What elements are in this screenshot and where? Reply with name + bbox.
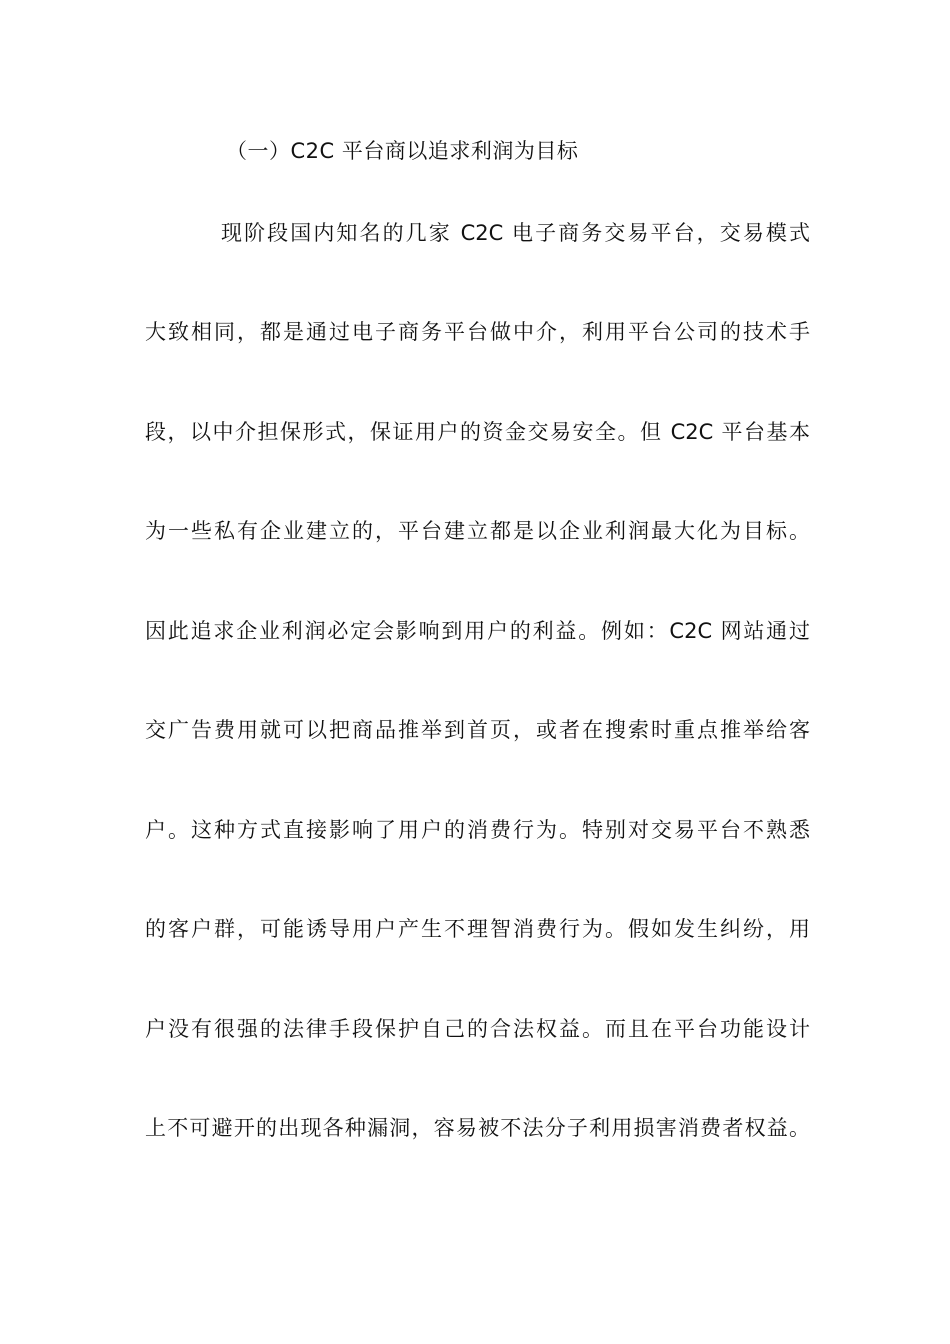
paragraph-line: 户。这种方式直接影响了用户的消费行为。特别对交易平台不熟悉	[145, 818, 810, 842]
paragraph-line: 大致相同，都是通过电子商务平台做中介，利用平台公司的技术手	[145, 320, 810, 344]
paragraph-line: 段，以中介担保形式，保证用户的资金交易安全。但 C2C 平台基本	[145, 420, 810, 444]
paragraph-line: 的客户群，可能诱导用户产生不理智消费行为。假如发生纠纷，用	[145, 917, 810, 941]
paragraph-line: 为一些私有企业建立的，平台建立都是以企业利润最大化为目标。	[145, 519, 810, 543]
paragraph-line: 上不可避开的出现各种漏洞，容易被不法分子利用损害消费者权益。	[145, 1116, 810, 1140]
paragraph-line: 交广告费用就可以把商品推举到首页，或者在搜索时重点推举给客	[145, 718, 810, 742]
paragraph-line: 现阶段国内知名的几家 C2C 电子商务交易平台，交易模式	[221, 221, 810, 245]
section-heading: （一）C2C 平台商以追求利润为目标	[226, 139, 579, 163]
paragraph-line: 户没有很强的法律手段保护自己的合法权益。而且在平台功能设计	[145, 1017, 810, 1041]
paragraph-line: 因此追求企业利润必定会影响到用户的利益。例如：C2C 网站通过	[145, 619, 810, 643]
